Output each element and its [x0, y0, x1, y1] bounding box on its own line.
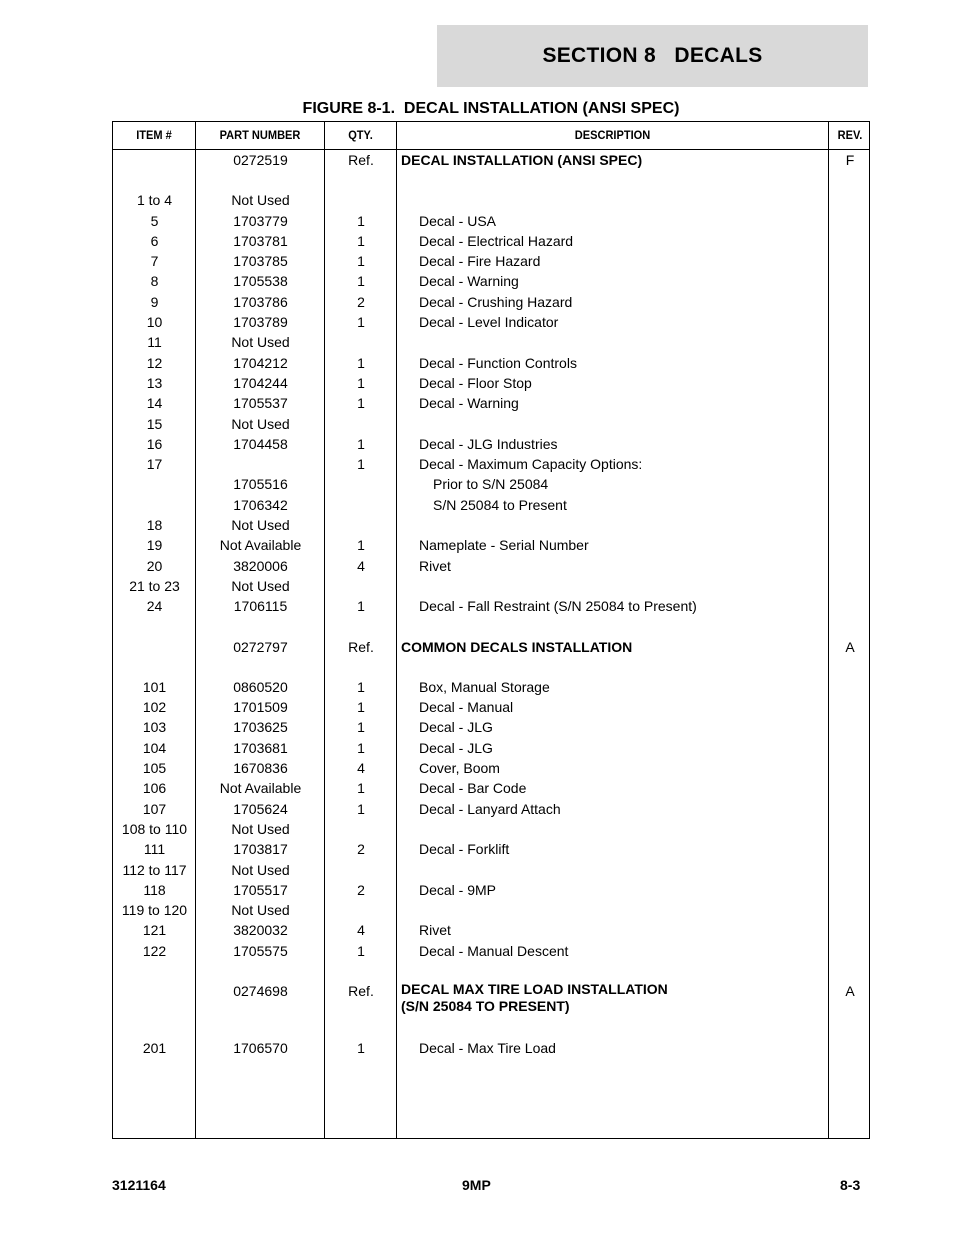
- table-row: [113, 981, 869, 1018]
- part-number: 1670836: [233, 760, 288, 777]
- table-row: [113, 251, 869, 271]
- table-row: [113, 271, 869, 291]
- table-row: [113, 637, 869, 657]
- quantity: 1: [357, 780, 365, 797]
- description: Rivet: [419, 557, 451, 574]
- section-header: [437, 25, 868, 87]
- part-number: 1703789: [233, 314, 288, 331]
- part-number: 1703779: [233, 212, 288, 229]
- part-number: 0272797: [233, 638, 288, 655]
- part-number: Not Used: [231, 577, 290, 594]
- table-row: [113, 474, 869, 494]
- part-number: 0274698: [233, 982, 288, 999]
- parts-table: [112, 121, 870, 1139]
- part-number: 1705537: [233, 395, 288, 412]
- table-row: [113, 495, 869, 515]
- table-row: [113, 332, 869, 352]
- quantity: Ref.: [348, 152, 374, 168]
- item-number: 15: [146, 415, 163, 432]
- description: Decal - 9MP: [419, 881, 497, 898]
- item-number: 102: [142, 699, 167, 716]
- table-row: [113, 515, 869, 535]
- description: Decal - USA: [419, 212, 497, 229]
- quantity: 1: [357, 456, 365, 473]
- revision: A: [845, 638, 855, 655]
- item-number: 24: [146, 598, 163, 615]
- item-number: 122: [142, 942, 167, 959]
- description: Decal - Fire Hazard: [419, 253, 541, 270]
- part-number: 1704458: [233, 435, 288, 452]
- description: Decal - JLG Industries: [419, 435, 558, 452]
- description: Decal - Electrical Hazard: [419, 232, 574, 249]
- quantity: 1: [357, 314, 365, 331]
- description: Decal - Maximum Capacity Options:: [419, 456, 643, 473]
- table-row: [113, 454, 869, 474]
- description: Decal - Crushing Hazard: [419, 293, 573, 310]
- quantity: 1: [357, 273, 365, 290]
- quantity: 1: [357, 395, 365, 412]
- section-title: SECTION 8 DECALS: [542, 44, 763, 67]
- item-number: 7: [150, 253, 159, 270]
- quantity: 4: [357, 760, 365, 777]
- footer-page-number: 8-3: [840, 1177, 861, 1193]
- part-number: Not Used: [231, 861, 290, 878]
- quantity: 1: [357, 1039, 365, 1056]
- description: Decal - Floor Stop: [419, 374, 532, 391]
- description: COMMON DECALS INSTALLATION: [401, 638, 633, 655]
- table-row: [113, 393, 869, 413]
- part-number: 1703786: [233, 293, 288, 310]
- quantity: 1: [357, 800, 365, 817]
- item-number: 20: [146, 557, 163, 574]
- quantity: 1: [357, 354, 365, 371]
- header-item: ITEM #: [136, 128, 172, 142]
- table-header: [113, 122, 869, 150]
- table-row: [113, 596, 869, 616]
- part-number: 1703785: [233, 253, 288, 270]
- header-qty: QTY.: [348, 128, 373, 142]
- description: Decal - JLG: [419, 719, 493, 736]
- item-number: 6: [150, 232, 159, 249]
- quantity: 1: [357, 253, 365, 270]
- item-number: 106: [142, 780, 167, 797]
- item-number: 16: [146, 435, 163, 452]
- quantity: 1: [357, 232, 365, 249]
- description: DECAL MAX TIRE LOAD INSTALLATION: [401, 980, 668, 997]
- table-row: [113, 576, 869, 596]
- table-row: [113, 799, 869, 819]
- description-continued: (S/N 25084 TO PRESENT): [401, 997, 570, 1014]
- part-number: 1701509: [233, 699, 288, 716]
- part-number: 1705575: [233, 942, 288, 959]
- quantity: 2: [357, 293, 365, 310]
- item-number: 5: [150, 212, 159, 229]
- table-row: [113, 941, 869, 961]
- part-number: 1704212: [233, 354, 288, 371]
- description: Decal - Manual Descent: [419, 942, 569, 959]
- table-row: [113, 353, 869, 373]
- item-number: 12: [146, 354, 163, 371]
- revision: F: [845, 152, 855, 168]
- item-number: 18: [146, 517, 163, 534]
- item-number: 119 to 120: [121, 902, 188, 919]
- table-row: [113, 373, 869, 393]
- part-number: 3820032: [233, 922, 288, 939]
- table-row: [113, 434, 869, 454]
- table-row: [113, 150, 869, 170]
- part-number: Not Available: [219, 537, 302, 554]
- table-row: [113, 414, 869, 434]
- table-body: [113, 150, 869, 1058]
- item-number: 19: [146, 537, 163, 554]
- item-number: 112 to 117: [122, 861, 187, 878]
- item-number: 13: [146, 374, 163, 391]
- quantity: 4: [357, 557, 365, 574]
- part-number: Not Available: [219, 780, 302, 797]
- part-number: 1705517: [233, 881, 288, 898]
- description: DECAL INSTALLATION (ANSI SPEC): [401, 152, 643, 168]
- description: Decal - Fall Restraint (S/N 25084 to Present): [419, 598, 697, 615]
- item-number: 8: [150, 273, 159, 290]
- part-number: 0860520: [233, 678, 288, 695]
- table-row: [113, 758, 869, 778]
- table-row: [113, 839, 869, 859]
- item-number: 105: [142, 760, 167, 777]
- part-number: 1706570: [233, 1039, 288, 1056]
- quantity: 1: [357, 598, 365, 615]
- description: Decal - Lanyard Attach: [419, 800, 561, 817]
- part-number: Not Used: [231, 192, 290, 209]
- quantity: Ref.: [348, 638, 374, 655]
- part-number: 0272519: [233, 152, 288, 168]
- item-number: 104: [142, 739, 167, 756]
- table-row: [113, 211, 869, 231]
- table-row: [113, 738, 869, 758]
- item-number: 14: [146, 395, 163, 412]
- description: Rivet: [419, 922, 451, 939]
- item-number: 1 to 4: [136, 192, 173, 209]
- quantity: 4: [357, 922, 365, 939]
- quantity: 1: [357, 719, 365, 736]
- description: Decal - Forklift: [419, 841, 510, 858]
- item-number: 118: [143, 881, 166, 898]
- description: S/N 25084 to Present: [433, 496, 567, 513]
- item-number: 103: [142, 719, 167, 736]
- item-number: 11: [147, 334, 162, 351]
- part-number: 1705538: [233, 273, 288, 290]
- part-number: 1705516: [233, 476, 288, 493]
- part-number: Not Used: [231, 902, 290, 919]
- footer-doc-number: 3121164: [112, 1177, 166, 1193]
- item-number: 21 to 23: [129, 577, 180, 594]
- quantity: Ref.: [348, 982, 374, 999]
- header-part-number: PART NUMBER: [219, 128, 301, 142]
- item-number: 107: [142, 800, 167, 817]
- header-rev: REV.: [837, 128, 863, 142]
- description: Decal - Warning: [419, 273, 519, 290]
- table-row: [113, 1038, 869, 1058]
- quantity: 1: [357, 537, 365, 554]
- revision: A: [845, 982, 855, 999]
- part-number: 1703681: [233, 739, 288, 756]
- part-number: 1703817: [233, 841, 288, 858]
- description: Prior to S/N 25084: [433, 476, 549, 493]
- header-description: DESCRIPTION: [574, 128, 651, 142]
- part-number: Not Used: [231, 517, 290, 534]
- quantity: 1: [357, 739, 365, 756]
- part-number: Not Used: [231, 415, 290, 432]
- description: Decal - Manual: [419, 699, 514, 716]
- item-number: 17: [146, 456, 163, 473]
- item-number: 108 to 110: [121, 820, 188, 837]
- table-row: [113, 860, 869, 880]
- part-number: 3820006: [233, 557, 288, 574]
- table-row: [113, 880, 869, 900]
- quantity: 1: [357, 435, 365, 452]
- item-number: 201: [142, 1039, 167, 1056]
- part-number: 1703781: [233, 232, 288, 249]
- table-row: [113, 819, 869, 839]
- table-row: [113, 920, 869, 940]
- description: Decal - JLG: [419, 739, 493, 756]
- quantity: 2: [357, 881, 365, 898]
- item-number: 9: [150, 293, 159, 310]
- table-row: [113, 535, 869, 555]
- table-row: [113, 900, 869, 920]
- description: Decal - Level Indicator: [419, 314, 559, 331]
- description: Box, Manual Storage: [419, 678, 550, 695]
- part-number: 1706115: [233, 598, 288, 615]
- item-number: 111: [143, 841, 166, 858]
- part-number: 1705624: [233, 800, 288, 817]
- part-number: 1704244: [233, 374, 288, 391]
- table-row: [113, 292, 869, 312]
- quantity: 1: [357, 212, 365, 229]
- table-row: [113, 556, 869, 576]
- table-row: [113, 190, 869, 210]
- quantity: 1: [357, 699, 365, 716]
- figure-title: FIGURE 8-1. DECAL INSTALLATION (ANSI SPEC): [302, 100, 680, 117]
- table-row: [113, 312, 869, 332]
- table-row: [113, 231, 869, 251]
- item-number: 121: [142, 922, 167, 939]
- description: Decal - Warning: [419, 395, 519, 412]
- table-row: [113, 717, 869, 737]
- description: Decal - Function Controls: [419, 354, 577, 371]
- footer-model: 9MP: [462, 1177, 491, 1193]
- quantity: 1: [357, 678, 365, 695]
- item-number: 101: [142, 678, 167, 695]
- quantity: 2: [357, 841, 365, 858]
- description: Decal - Max Tire Load: [419, 1039, 556, 1056]
- item-number: 10: [146, 314, 163, 331]
- table-row: [113, 677, 869, 697]
- description: Nameplate - Serial Number: [419, 537, 589, 554]
- table-row: [113, 697, 869, 717]
- description: Cover, Boom: [419, 760, 500, 777]
- part-number: Not Used: [231, 334, 290, 351]
- part-number: 1706342: [233, 496, 288, 513]
- table-row: [113, 778, 869, 798]
- description: Decal - Bar Code: [419, 780, 527, 797]
- part-number: Not Used: [231, 820, 290, 837]
- quantity: 1: [357, 942, 365, 959]
- part-number: 1703625: [233, 719, 288, 736]
- quantity: 1: [357, 374, 365, 391]
